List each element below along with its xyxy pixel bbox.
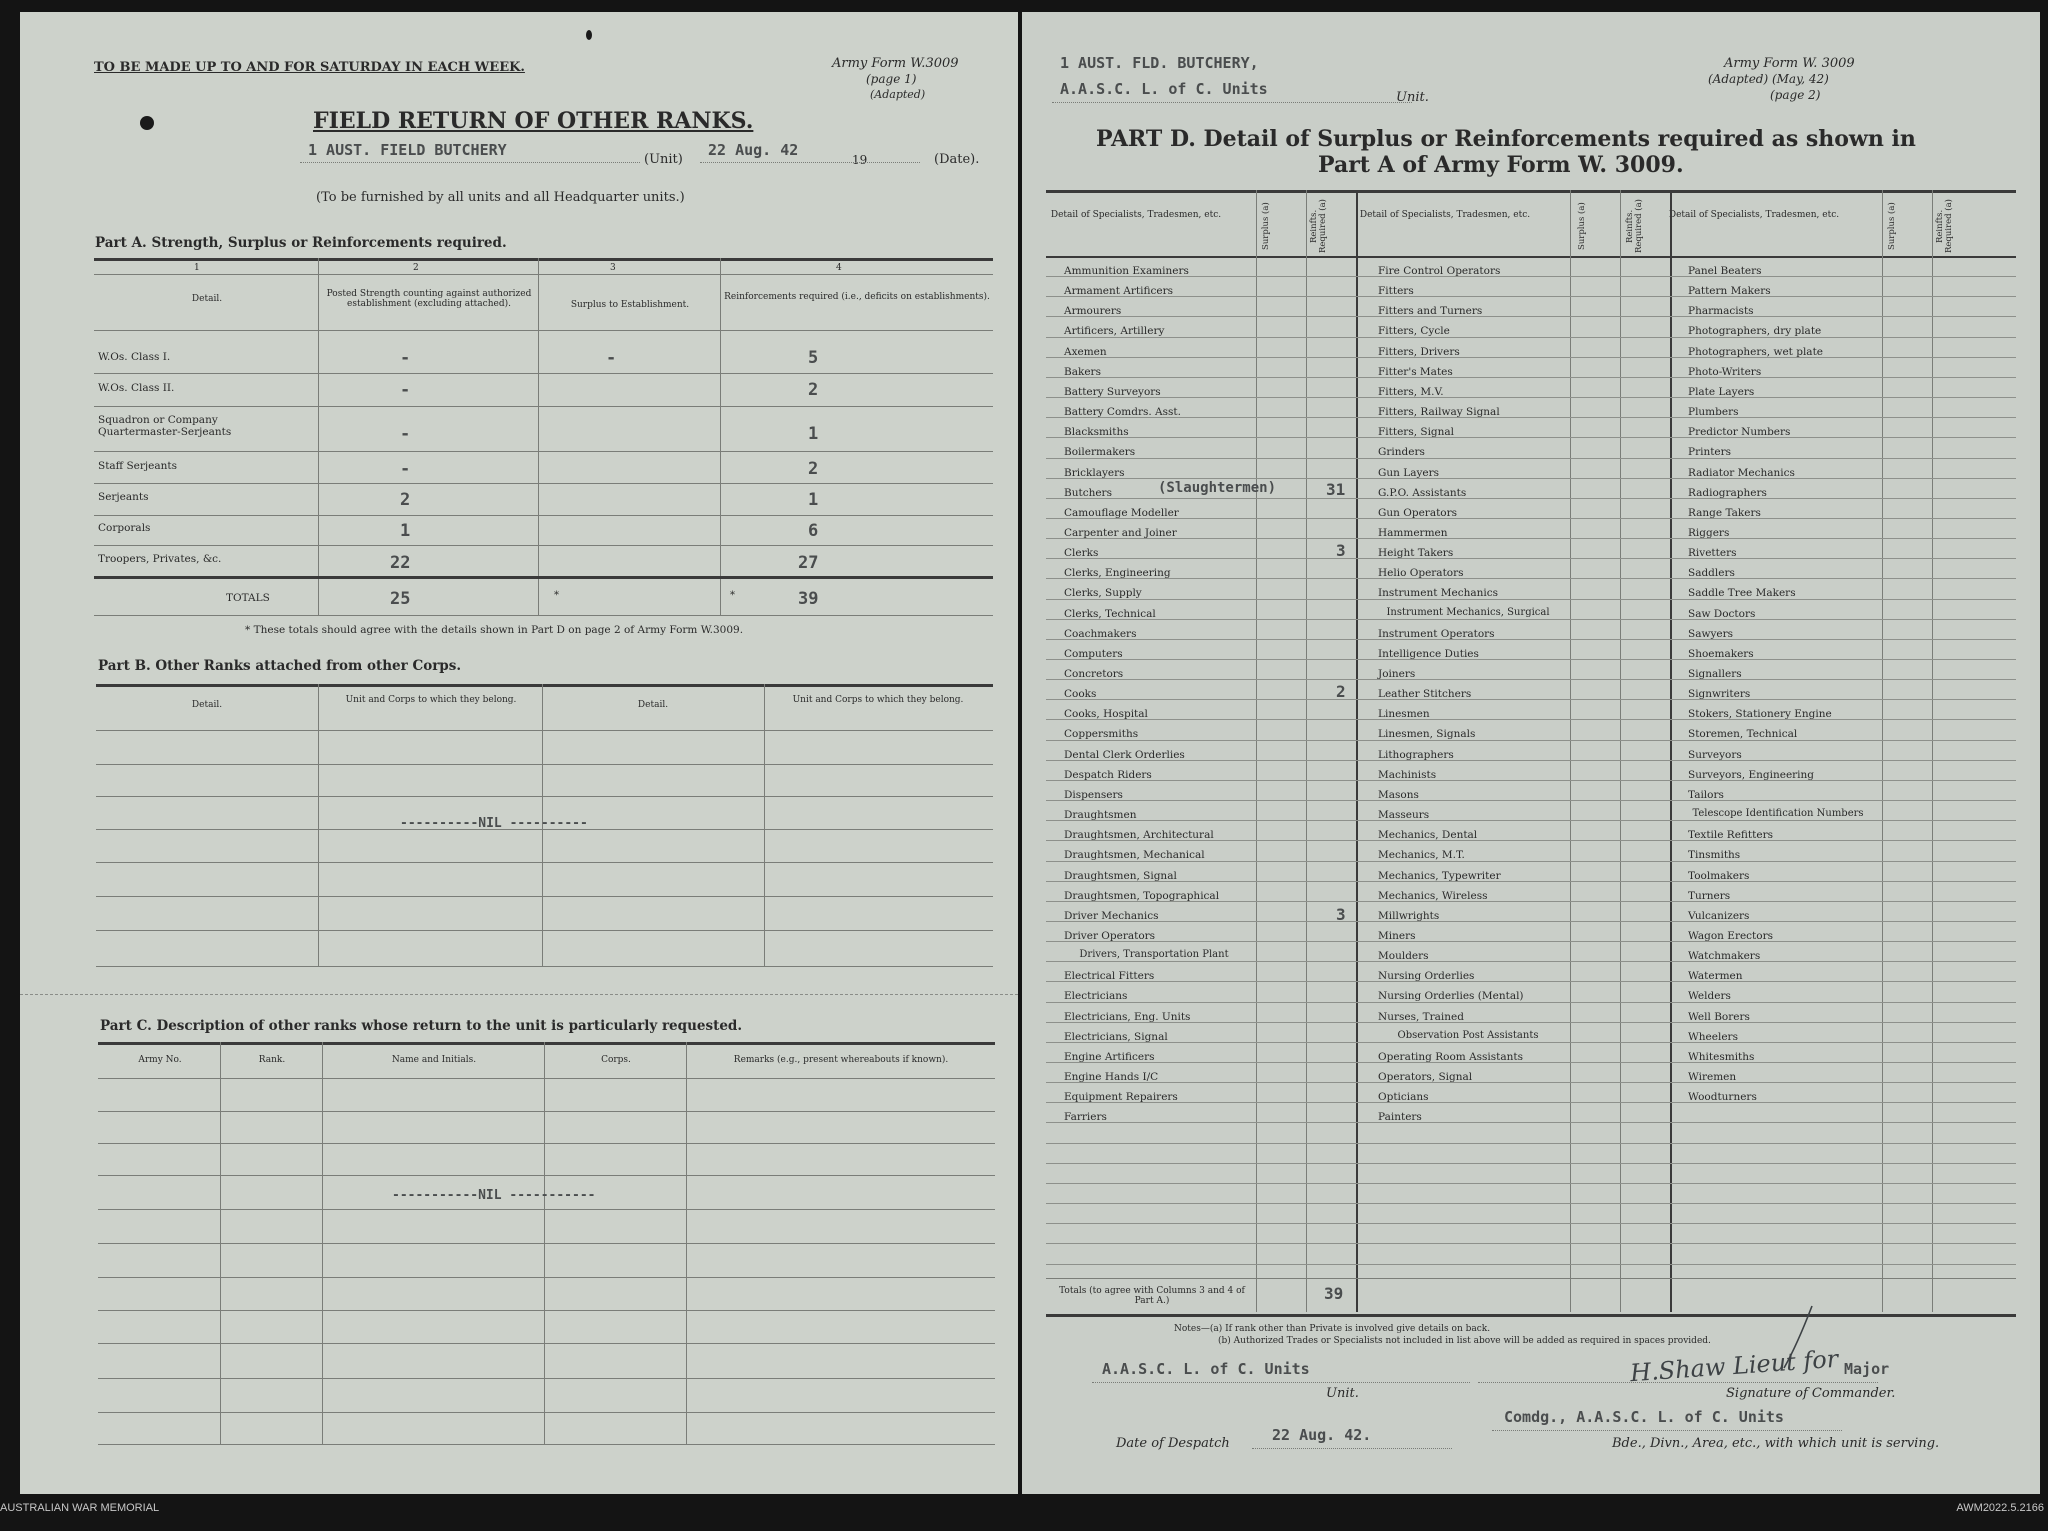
specialist-item: Fire Control Operators xyxy=(1378,265,1501,277)
reinf-value: 2 xyxy=(808,380,819,400)
col-header-army-no: Army No. xyxy=(138,1055,182,1065)
row-rule xyxy=(1046,538,2016,539)
reinf-value: 6 xyxy=(808,521,819,541)
specialist-item: Armourers xyxy=(1064,305,1122,318)
part-c-heading: Part C. Description of other ranks whose return to the unit is particularly requested. xyxy=(100,1018,743,1034)
specialist-item: Signallers xyxy=(1688,668,1742,680)
specialist-item: Grinders xyxy=(1378,446,1425,459)
bde-label: Bde., Divn., Area, etc., with which unit is serving. xyxy=(1612,1436,1940,1451)
row-rule xyxy=(1046,1122,2016,1123)
specialist-item: G.P.O. Assistants xyxy=(1378,486,1467,499)
specialist-item: Draughtsmen, Signal xyxy=(1064,869,1177,882)
row-detail: Troopers, Privates, &c. xyxy=(98,553,222,565)
butchers-reinf: 31 xyxy=(1326,480,1346,499)
totals-star: * xyxy=(554,590,559,601)
row-rule xyxy=(1046,1022,2016,1023)
specialist-item: Fitters xyxy=(1378,285,1414,298)
row-rule xyxy=(1046,659,2016,660)
specialist-item: Instrument Mechanics, Surgical xyxy=(1386,606,1550,618)
specialist-item: Toolmakers xyxy=(1688,869,1750,882)
specialist-item: Linesmen, Signals xyxy=(1378,728,1476,741)
specialist-item: Fitters, Railway Signal xyxy=(1378,406,1500,419)
specialist-item: Predictor Numbers xyxy=(1688,426,1791,439)
col-header-surplus: Surplus (a) xyxy=(1261,202,1271,250)
specialist-item: Pharmacists xyxy=(1688,305,1754,318)
specialist-item: Mechanics, Typewriter xyxy=(1378,869,1501,882)
specialist-item: Mechanics, Wireless xyxy=(1378,889,1488,902)
specialist-item: Electricians, Signal xyxy=(1064,1030,1168,1043)
year-prefix: 19 xyxy=(852,153,868,167)
row-rule xyxy=(1046,458,2016,459)
row-rule xyxy=(1046,1163,2016,1164)
form-ref: Army Form W. 3009 xyxy=(1724,56,1855,71)
specialist-item: Draughtsmen xyxy=(1064,809,1137,822)
row-rule xyxy=(1046,437,2016,438)
specialist-item: Electricians xyxy=(1064,990,1128,1003)
specialist-item: Masons xyxy=(1378,788,1419,801)
row-rule xyxy=(1046,518,2016,519)
row-rule xyxy=(1046,1042,2016,1043)
row-rule xyxy=(1046,1203,2016,1204)
col-header-unit: Unit and Corps to which they belong. xyxy=(792,695,964,705)
signature-flourish xyxy=(1782,1302,1842,1372)
form-page-2 xyxy=(1022,12,2040,1494)
specialist-item: Armament Artificers xyxy=(1064,285,1173,298)
totals-star: * xyxy=(730,590,735,601)
row-rule xyxy=(1046,1143,2016,1144)
row-rule xyxy=(1046,639,2016,640)
subtitle: (To be furnished by all units and all Headquarter units.) xyxy=(316,190,685,205)
specialist-item: Draughtsmen, Mechanical xyxy=(1064,849,1205,862)
specialist-item: Fitter's Mates xyxy=(1378,365,1453,378)
specialist-item: Draughtsmen, Topographical xyxy=(1064,889,1220,902)
specialist-item: Photographers, wet plate xyxy=(1688,345,1824,358)
specialist-item: Wheelers xyxy=(1688,1030,1738,1043)
row-rule xyxy=(1046,417,2016,418)
specialist-item: Textile Refitters xyxy=(1688,829,1773,842)
unit-typed-2: A.A.S.C. L. of C. Units xyxy=(1060,80,1268,98)
specialist-item: Signwriters xyxy=(1688,688,1751,701)
form-ref-adapted: (Adapted) xyxy=(870,88,926,101)
notes-a: Notes—(a) If rank other than Private is involved give details on back. xyxy=(1174,1324,1491,1334)
col-header-surplus: Surplus (a) xyxy=(1577,202,1587,250)
specialist-item: Saw Doctors xyxy=(1688,607,1756,620)
specialist-item: Well Borers xyxy=(1688,1010,1750,1023)
specialist-item: Woodturners xyxy=(1688,1091,1757,1104)
part-a-note: * These totals should agree with the details shown in Part D on page 2 of Army Form W.3009. xyxy=(245,624,744,636)
butchers-note: (Slaughtermen) xyxy=(1158,480,1277,496)
col-header-detail: Detail of Specialists, Tradesmen, etc. xyxy=(1359,210,1531,220)
specialist-item: Wagon Erectors xyxy=(1688,929,1774,942)
totals-posted: 25 xyxy=(390,589,411,609)
specialist-item: Plumbers xyxy=(1688,406,1739,419)
footer-credit: AUSTRALIAN WAR MEMORIAL xyxy=(0,1502,160,1514)
specialist-item: Carpenter and Joiner xyxy=(1064,526,1177,539)
specialist-item: Clerks, Engineering xyxy=(1064,567,1171,580)
unit-bottom-label: Unit. xyxy=(1326,1386,1359,1401)
specialist-item: Shoemakers xyxy=(1688,647,1754,660)
date-label: (Date). xyxy=(934,152,980,167)
row-rule xyxy=(1046,397,2016,398)
row-rule xyxy=(1046,679,2016,680)
despatch-typed: 22 Aug. 42. xyxy=(1272,1426,1372,1444)
specialist-item: Bricklayers xyxy=(1064,466,1125,479)
specialist-item: Blacksmiths xyxy=(1064,426,1129,439)
row-rule xyxy=(1046,820,2016,821)
specialist-item: Boilermakers xyxy=(1064,446,1136,459)
specialist-item: Storemen, Technical xyxy=(1688,728,1798,741)
totals-reinf: 39 xyxy=(798,589,819,609)
specialist-item: Rivetters xyxy=(1688,547,1737,560)
reinf-value: 1 xyxy=(808,424,819,444)
driver-mechanics-reinf: 3 xyxy=(1336,905,1346,924)
specialist-item: Axemen xyxy=(1064,345,1107,358)
specialist-item: Battery Surveyors xyxy=(1064,385,1161,398)
specialist-item: Millwrights xyxy=(1378,909,1440,922)
col-header-unit: Unit and Corps to which they belong. xyxy=(345,695,517,705)
specialist-item: Panel Beaters xyxy=(1688,265,1762,277)
row-rule xyxy=(1046,719,2016,720)
specialist-item: Miners xyxy=(1378,929,1416,942)
form-ref-page: (page 1) xyxy=(866,72,917,86)
specialist-item: Masseurs xyxy=(1378,809,1430,822)
specialist-item: Surveyors xyxy=(1688,748,1742,761)
specialist-item: Vulcanizers xyxy=(1688,909,1750,922)
specialist-item: Fitters, Signal xyxy=(1378,426,1455,439)
posted-value: - xyxy=(400,380,411,400)
part-b-nil: ----------NIL ---------- xyxy=(400,816,588,831)
reinf-value: 27 xyxy=(798,553,819,573)
specialist-item: Fitters, Cycle xyxy=(1378,325,1450,338)
specialist-item: Coppersmiths xyxy=(1064,728,1139,741)
clerks-reinf: 3 xyxy=(1336,541,1346,560)
col-number: 3 xyxy=(610,263,616,273)
form-page-1 xyxy=(20,12,1018,1494)
specialist-item: Opticians xyxy=(1378,1091,1429,1104)
row-detail: W.Os. Class I. xyxy=(98,351,171,363)
specialist-item: Driver Operators xyxy=(1064,929,1156,942)
row-detail: Staff Serjeants xyxy=(98,460,177,472)
row-rule xyxy=(1046,740,2016,741)
totals-label: Totals (to agree with Columns 3 and 4 of Part A.) xyxy=(1059,1286,1245,1307)
row-rule xyxy=(1046,699,2016,700)
unit-bottom-typed: A.A.S.C. L. of C. Units xyxy=(1102,1360,1310,1378)
col-number: 1 xyxy=(194,263,200,273)
row-rule xyxy=(1046,921,2016,922)
row-rule xyxy=(1046,981,2016,982)
specialist-item: Radiographers xyxy=(1688,486,1767,499)
row-rule xyxy=(1046,961,2016,962)
specialist-item: Radiator Mechanics xyxy=(1688,466,1795,479)
specialist-item: Whitesmiths xyxy=(1688,1050,1755,1063)
specialist-item: Clerks, Supply xyxy=(1064,587,1142,600)
form-ref: Army Form W.3009 xyxy=(832,56,959,71)
specialist-item: Drivers, Transportation Plant xyxy=(1079,949,1229,961)
part-d-title-2: Part A of Army Form W. 3009. xyxy=(1318,152,1684,178)
part-a-heading: Part A. Strength, Surplus or Reinforcements required. xyxy=(95,235,507,251)
specialist-item: Plate Layers xyxy=(1688,385,1755,398)
totals-value: 39 xyxy=(1324,1284,1344,1303)
unit-typed: 1 AUST. FIELD BUTCHERY xyxy=(308,141,507,159)
date-typed: 22 Aug. 42 xyxy=(708,141,799,159)
row-rule xyxy=(1046,316,2016,317)
col-header-detail: Detail. xyxy=(191,700,223,710)
specialist-item: Wiremen xyxy=(1688,1071,1737,1083)
specialist-item: Artificers, Artillery xyxy=(1064,325,1165,338)
specialist-item: Draughtsmen, Architectural xyxy=(1064,829,1214,842)
row-rule xyxy=(1046,1223,2016,1224)
col-header-reinf: Reinforcements required (i.e., deficits on establishments). xyxy=(724,292,990,302)
specialist-item: Engine Hands I/C xyxy=(1064,1071,1159,1083)
row-detail: Squadron or Company Quartermaster-Serjeants xyxy=(98,414,232,439)
specialist-item: Height Takers xyxy=(1378,547,1454,560)
specialist-item: Computers xyxy=(1064,647,1123,660)
specialist-item: Instrument Mechanics xyxy=(1378,587,1499,600)
specialist-item: Clerks xyxy=(1064,547,1099,560)
row-rule xyxy=(1046,619,2016,620)
specialist-item: Dental Clerk Orderlies xyxy=(1064,748,1185,761)
col-header-name: Name and Initials. xyxy=(391,1055,477,1065)
row-detail: Corporals xyxy=(98,522,151,534)
row-rule xyxy=(1046,357,2016,358)
specialist-item: Battery Comdrs. Asst. xyxy=(1064,406,1181,419)
row-rule xyxy=(1046,558,2016,559)
row-rule xyxy=(1046,1264,2016,1265)
specialist-item: Ammunition Examiners xyxy=(1064,265,1189,277)
specialist-item: Bakers xyxy=(1064,365,1101,378)
specialist-item: Photo-Writers xyxy=(1688,365,1762,378)
specialist-item: Pattern Makers xyxy=(1688,285,1771,298)
col-header-detail: Detail of Specialists, Tradesmen, etc. xyxy=(1668,210,1840,220)
surplus-value: - xyxy=(606,348,617,368)
row-rule xyxy=(1046,578,2016,579)
specialist-item: Watermen xyxy=(1688,970,1743,983)
specialist-item: Photographers, dry plate xyxy=(1688,325,1822,338)
signature-label: Signature of Commander. xyxy=(1726,1386,1896,1401)
specialist-item: Gun Layers xyxy=(1378,466,1440,479)
posted-value: 22 xyxy=(390,553,411,573)
posted-value: 1 xyxy=(400,521,411,541)
specialist-item: Fitters, Drivers xyxy=(1378,345,1460,358)
row-rule xyxy=(1046,1062,2016,1063)
part-d-title: PART D. Detail of Surplus or Reinforcements required as shown in xyxy=(1096,126,1916,152)
specialist-item: Mechanics, Dental xyxy=(1378,829,1478,842)
specialist-item: Fitters and Turners xyxy=(1378,305,1483,318)
specialist-item: Driver Mechanics xyxy=(1064,909,1159,922)
specialist-item: Engine Artificers xyxy=(1064,1050,1155,1063)
specialist-item: Welders xyxy=(1688,990,1731,1003)
posted-value: - xyxy=(400,348,411,368)
row-detail: Serjeants xyxy=(98,491,149,503)
specialist-item: Surveyors, Engineering xyxy=(1688,768,1815,781)
col-number: 2 xyxy=(413,263,419,273)
specialist-item: Instrument Operators xyxy=(1378,627,1495,640)
specialist-item: Clerks, Technical xyxy=(1064,607,1156,620)
punch-hole xyxy=(140,116,154,130)
reinf-value: 1 xyxy=(808,490,819,510)
specialist-item: Fitters, M.V. xyxy=(1378,385,1444,398)
specialist-item: Leather Stitchers xyxy=(1378,688,1472,701)
row-rule xyxy=(1046,881,2016,882)
row-rule xyxy=(1046,498,2016,499)
row-rule xyxy=(1046,941,2016,942)
reinf-value: 2 xyxy=(808,459,819,479)
specialist-item: Tinsmiths xyxy=(1688,849,1741,862)
specialist-item: Turners xyxy=(1688,889,1731,902)
specialist-item: Saddle Tree Makers xyxy=(1688,587,1796,600)
specialist-item: Moulders xyxy=(1378,950,1429,963)
posted-value: - xyxy=(400,424,411,444)
col-header-reinf: Reinfts. Required (a) xyxy=(1935,199,1954,254)
row-rule xyxy=(1046,337,2016,338)
totals-label: TOTALS xyxy=(226,592,270,604)
unit-typed-1: 1 AUST. FLD. BUTCHERY, xyxy=(1060,54,1259,72)
specialist-item: Nurses, Trained xyxy=(1378,1010,1464,1023)
specialist-item: Concretors xyxy=(1064,668,1124,680)
specialist-item: Printers xyxy=(1688,446,1732,459)
form-ref-page: (page 2) xyxy=(1770,88,1821,102)
specialist-item: Machinists xyxy=(1378,768,1437,781)
row-rule xyxy=(1046,1243,2016,1244)
despatch-label: Date of Despatch xyxy=(1116,1436,1230,1451)
page-title: FIELD RETURN OF OTHER RANKS. xyxy=(313,108,754,134)
cooks-reinf: 2 xyxy=(1336,682,1346,701)
specialist-item: Painters xyxy=(1378,1111,1422,1124)
row-rule xyxy=(1046,780,2016,781)
row-rule xyxy=(1046,1102,2016,1103)
specialist-item: Linesmen xyxy=(1378,708,1430,721)
specialist-item: Despatch Riders xyxy=(1064,768,1152,781)
signature-handwritten: H.Shaw Lieut for xyxy=(1629,1344,1840,1388)
unit-label: Unit. xyxy=(1396,90,1429,105)
punch-hole xyxy=(586,30,592,40)
row-detail: W.Os. Class II. xyxy=(98,382,175,394)
col-header-surplus: Surplus to Establishment. xyxy=(570,300,690,310)
col-header-reinf: Reinfts. Required (a) xyxy=(1625,199,1644,254)
specialist-item: Hammermen xyxy=(1378,526,1448,539)
col-header-remarks: Remarks (e.g., present whereabouts if known). xyxy=(733,1055,949,1065)
row-rule xyxy=(1046,1183,2016,1184)
specialist-item: Coachmakers xyxy=(1064,627,1137,640)
specialist-item: Cooks xyxy=(1064,688,1097,701)
col-header-surplus: Surplus (a) xyxy=(1887,202,1897,250)
signature-rank: Major xyxy=(1844,1360,1890,1378)
specialist-item: Electricians, Eng. Units xyxy=(1064,1010,1191,1023)
specialist-item: Saddlers xyxy=(1688,567,1735,580)
row-rule xyxy=(1046,377,2016,378)
specialist-item: Joiners xyxy=(1378,668,1416,680)
specialist-item: Observation Post Assistants xyxy=(1397,1029,1539,1041)
specialist-item: Operators, Signal xyxy=(1378,1071,1473,1083)
row-rule xyxy=(1046,1002,2016,1003)
footer-id: AWM2022.5.2166 xyxy=(1956,1502,2044,1514)
specialist-item: Nursing Orderlies xyxy=(1378,970,1475,983)
col-header-posted: Posted Strength counting against authorized establishment (excluding attached). xyxy=(326,289,532,310)
specialist-item: Mechanics, M.T. xyxy=(1378,849,1465,862)
specialist-item: Dispensers xyxy=(1064,788,1123,801)
instruction-header: TO BE MADE UP TO AND FOR SATURDAY IN EACH WEEK. xyxy=(94,60,525,75)
unit-label: (Unit) xyxy=(644,152,683,167)
row-rule xyxy=(1046,276,2016,277)
specialist-item: Lithographers xyxy=(1378,748,1454,761)
part-c-nil: -----------NIL ----------- xyxy=(392,1188,596,1203)
posted-value: 2 xyxy=(400,490,411,510)
row-rule xyxy=(1046,1082,2016,1083)
specialist-item: Range Takers xyxy=(1688,506,1761,519)
row-rule xyxy=(1046,800,2016,801)
col-number: 4 xyxy=(836,263,842,273)
specialist-item: Cooks, Hospital xyxy=(1064,708,1148,721)
form-ref-adapted: (Adapted) (May, 42) xyxy=(1708,72,1829,86)
row-rule xyxy=(1046,296,2016,297)
col-header-rank: Rank. xyxy=(258,1055,286,1065)
specialist-item: Electrical Fitters xyxy=(1064,970,1155,983)
specialist-item: Sawyers xyxy=(1688,627,1733,640)
row-rule xyxy=(1046,760,2016,761)
specialist-item: Tailors xyxy=(1688,788,1724,801)
part-b-heading: Part B. Other Ranks attached from other Corps. xyxy=(98,658,462,674)
specialist-item: Equipment Repairers xyxy=(1064,1091,1178,1104)
reinf-value: 5 xyxy=(808,348,819,368)
specialist-item: Gun Operators xyxy=(1378,506,1458,519)
specialist-item: Nursing Orderlies (Mental) xyxy=(1378,990,1524,1003)
notes-b: (b) Authorized Trades or Specialists not included in list above will be added as required in spaces provided. xyxy=(1218,1336,1711,1346)
row-rule xyxy=(1046,478,2016,479)
specialist-item: Watchmakers xyxy=(1688,950,1761,963)
specialist-item: Camouflage Modeller xyxy=(1064,506,1179,519)
specialist-item: Butchers xyxy=(1064,486,1112,499)
row-rule xyxy=(1046,599,2016,600)
col-header-detail: Detail of Specialists, Tradesmen, etc. xyxy=(1050,210,1222,220)
specialist-item: Helio Operators xyxy=(1378,567,1464,580)
col-header-detail: Detail. xyxy=(191,294,223,304)
specialist-item: Farriers xyxy=(1064,1111,1107,1124)
col-header-corps: Corps. xyxy=(601,1055,631,1065)
comdg-typed: Comdg., A.A.S.C. L. of C. Units xyxy=(1504,1408,1784,1426)
specialist-item: Stokers, Stationery Engine xyxy=(1688,708,1832,721)
specialist-item: Intelligence Duties xyxy=(1378,647,1479,660)
posted-value: - xyxy=(400,459,411,479)
specialist-item: Operating Room Assistants xyxy=(1378,1050,1524,1063)
specialist-item: Riggers xyxy=(1688,526,1730,539)
col-header-detail: Detail. xyxy=(637,700,669,710)
specialist-item: Telescope Identification Numbers xyxy=(1692,808,1864,820)
col-header-reinf: Reinfts. Required (a) xyxy=(1309,199,1328,254)
